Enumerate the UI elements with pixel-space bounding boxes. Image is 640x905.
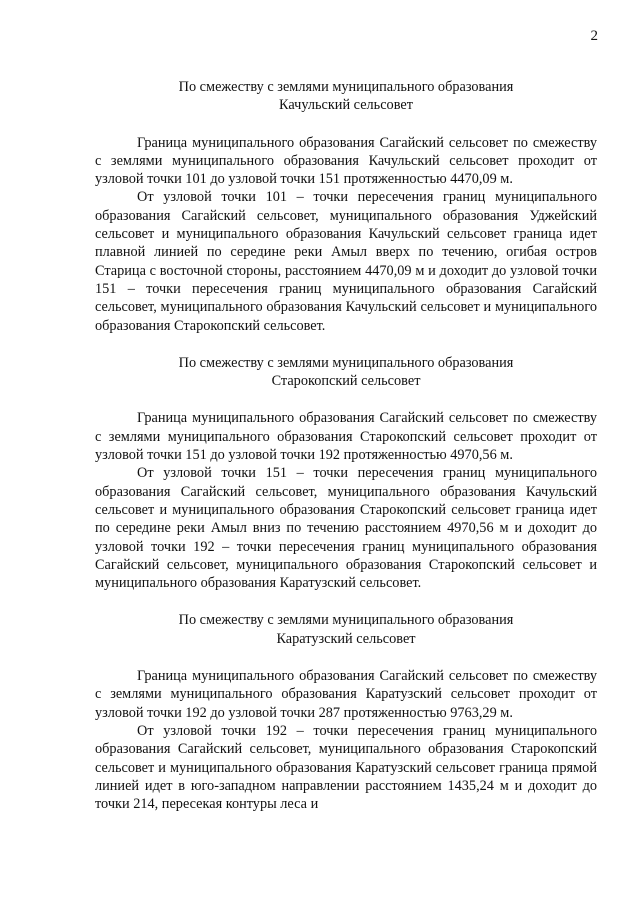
section-heading-line2: Качульский сельсовет	[279, 97, 413, 114]
section-heading	[95, 78, 597, 115]
section-starokopsky	[95, 354, 597, 593]
paragraph: Граница муниципального образования Сагайский сельсовет по смежеству с землями муниципального образования Каратузский сельсовет проходит от узловой точки 192 до узловой точки 287 протяженностью 9763,29 м.	[95, 668, 597, 721]
paragraph: От узловой точки 101 – точки пересечения границ муниципального образования Сагайский сельсовет, муниципального образования Уджейский сельсовет и муниципального образования Качульский сельсовет граница идет плавной линией по середине реки Амыл вверх по течению, огибая остров Старица с восточной стороны, расстоянием 4470,09 м и доходит до узловой точки 151 – точки пересечения границ муниципального образования Сагайский сельсовет, муниципального образования Качульский сельсовет и муниципального образования Старокопский сельсовет.	[95, 189, 597, 334]
section-heading-line2: Каратузский сельсовет	[276, 630, 416, 647]
paragraph: От узловой точки 192 – точки пересечения границ муниципального образования Сагайский сельсовет, муниципального образования Старокопский сельсовет и муниципального образования Каратузский сельсовет граница прямой линией идет в юго-западном направлении расстоянием 1435,24 м и доходит до точки 214, пересекая контуры леса и	[95, 722, 597, 813]
section-karatuzsky	[95, 611, 597, 813]
section-heading	[95, 611, 597, 648]
page-number: 2	[590, 28, 598, 44]
section-heading-line1: По смежеству с землями муниципального образования	[178, 612, 514, 629]
section-heading-line2: Старокопский сельсовет	[271, 373, 421, 390]
section-heading	[95, 354, 597, 391]
paragraph: Граница муниципального образования Сагайский сельсовет по смежеству с землями муниципального образования Старокопский сельсовет проходит от узловой точки 151 до узловой точки 192 протяженностью 4970,56 м.	[95, 410, 597, 464]
document-body	[95, 78, 597, 813]
section-kachulsky	[95, 78, 597, 335]
paragraph: Граница муниципального образования Сагайский сельсовет по смежеству с землями муниципального образования Качульский сельсовет проходит от узловой точки 101 до узловой точки 151 протяженностью 4470,09 м.	[95, 134, 597, 188]
section-heading-line1: По смежеству с землями муниципального образования	[178, 354, 514, 371]
section-heading-line1: По смежеству с землями муниципального образования	[178, 79, 514, 95]
paragraph: От узловой точки 151 – точки пересечения границ муниципального образования Сагайский сельсовет, муниципального образования Качульский сельсовет и муниципального образования Старокопский сельсовет граница идет по середине реки Амыл вниз по течению расстоянием 4970,56 м и доходит до узловой точки 192 – точки пересечения границ муниципального образования Сагайский сельсовет, муниципального образования Старокопский сельсовет и муниципального образования Каратузский сельсовет.	[95, 465, 597, 592]
